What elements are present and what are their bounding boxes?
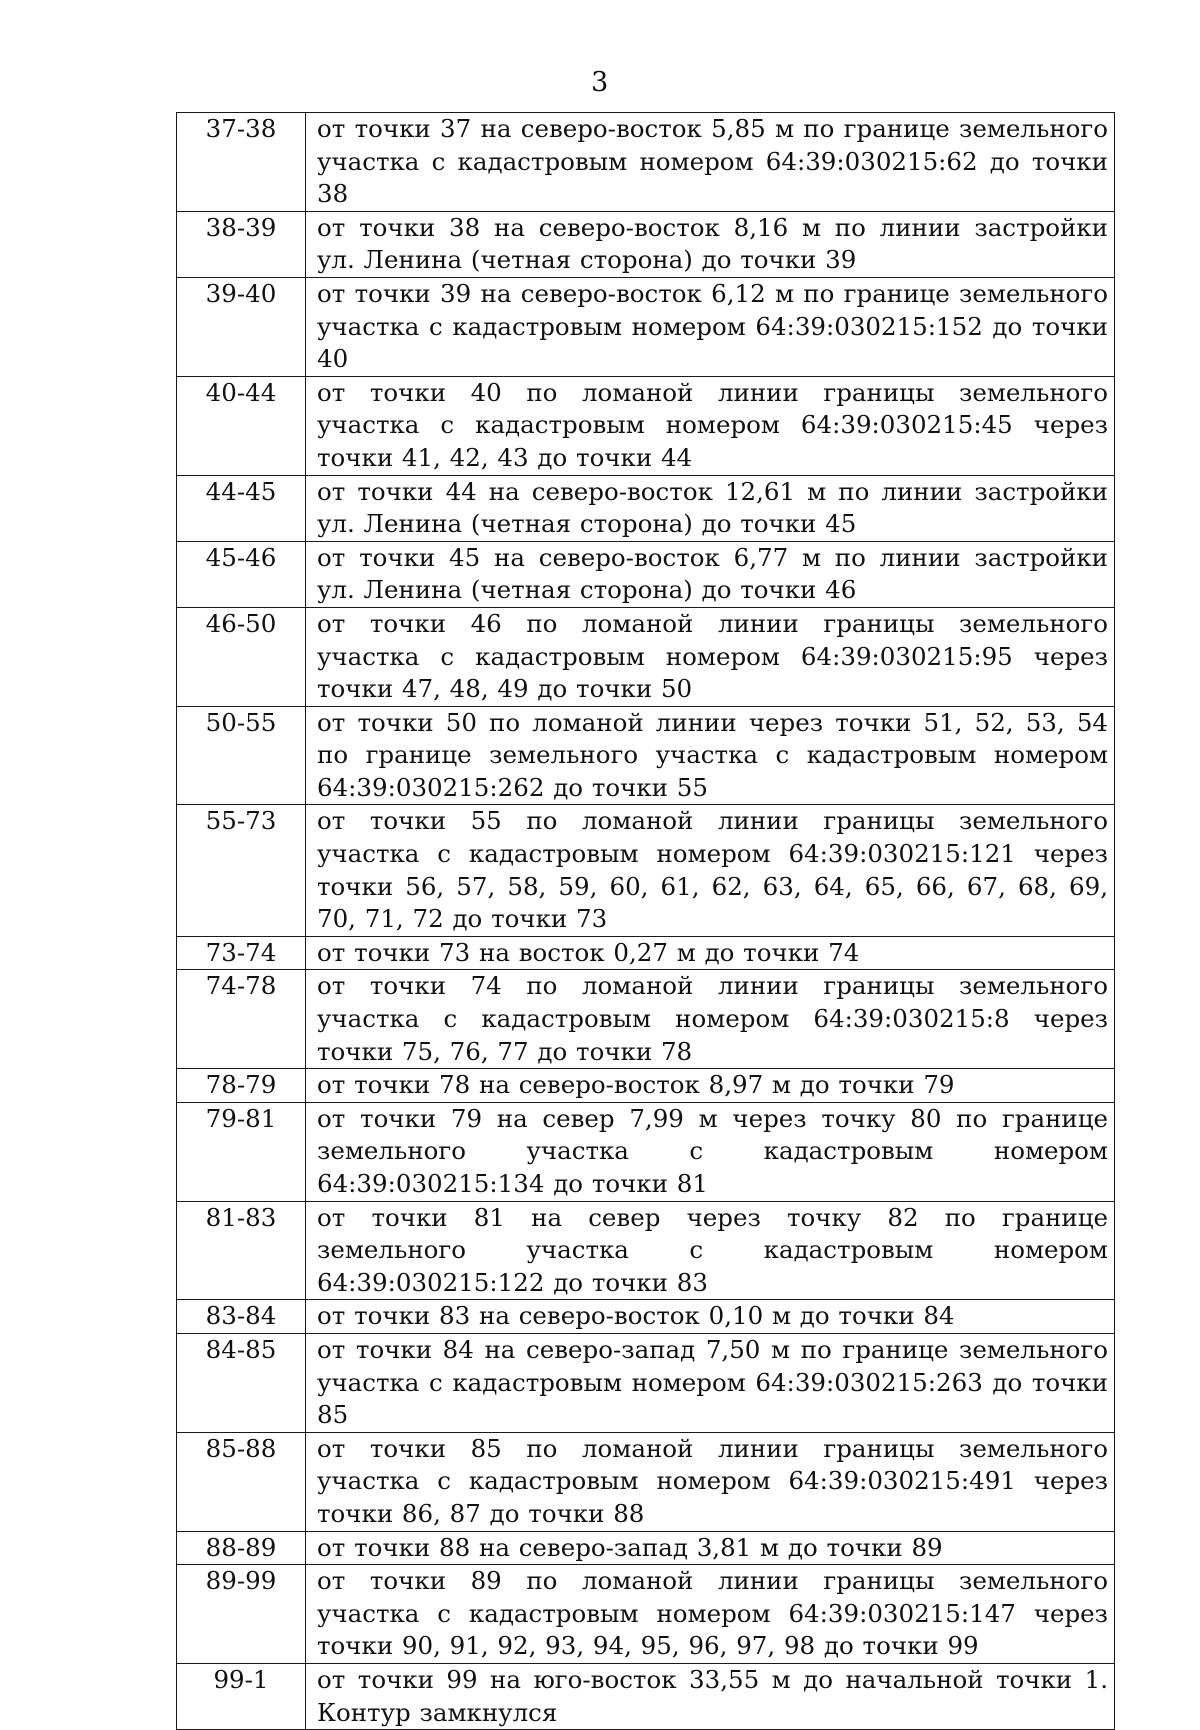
description-cell: от точки 38 на северо-восток 8,16 м по линии застройки ул. Ленина (четная сторона) до точки 39 xyxy=(306,211,1115,277)
description-cell: от точки 89 по ломаной линии границы земельного участка с кадастровым номером 64:39:030215:147 через точки 90, 91, 92, 93, 94, 95, 96, 97, 98 до точки 99 xyxy=(306,1565,1115,1664)
segment-cell: 73-74 xyxy=(177,936,306,970)
segment-cell: 81-83 xyxy=(177,1201,306,1300)
description-cell: от точки 73 на восток 0,27 м до точки 74 xyxy=(306,936,1115,970)
table-row xyxy=(177,277,1115,376)
table-row xyxy=(177,1201,1115,1300)
description-cell: от точки 79 на север 7,99 м через точку 80 по границе земельного участка с кадастровым номером 64:39:030215:134 до точки 81 xyxy=(306,1102,1115,1201)
description-cell: от точки 78 на северо-восток 8,97 м до точки 79 xyxy=(306,1069,1115,1103)
table-row xyxy=(177,1432,1115,1531)
segment-cell: 79-81 xyxy=(177,1102,306,1201)
table-row xyxy=(177,1565,1115,1664)
description-cell: от точки 85 по ломаной линии границы земельного участка с кадастровым номером 64:39:030215:491 через точки 86, 87 до точки 88 xyxy=(306,1432,1115,1531)
description-cell: от точки 84 на северо-запад 7,50 м по границе земельного участка с кадастровым номером 64:39:030215:263 до точки 85 xyxy=(306,1333,1115,1432)
description-cell: от точки 55 по ломаной линии границы земельного участка с кадастровым номером 64:39:030215:121 через точки 56, 57, 58, 59, 60, 61, 62, 63, 64, 65, 66, 67, 68, 69, 70, 71, 72 до точки 73 xyxy=(306,805,1115,936)
description-cell: от точки 46 по ломаной линии границы земельного участка с кадастровым номером 64:39:030215:95 через точки 47, 48, 49 до точки 50 xyxy=(306,607,1115,706)
table-row xyxy=(177,1300,1115,1334)
segment-cell: 38-39 xyxy=(177,211,306,277)
description-cell: от точки 37 на северо-восток 5,85 м по границе земельного участка с кадастровым номером 64:39:030215:62 до точки 38 xyxy=(306,113,1115,212)
segment-cell: 84-85 xyxy=(177,1333,306,1432)
segment-cell: 78-79 xyxy=(177,1069,306,1103)
segment-cell: 44-45 xyxy=(177,475,306,541)
table-row xyxy=(177,1531,1115,1565)
table-row xyxy=(177,211,1115,277)
description-cell: от точки 81 на север через точку 82 по границе земельного участка с кадастровым номером 64:39:030215:122 до точки 83 xyxy=(306,1201,1115,1300)
segment-cell: 83-84 xyxy=(177,1300,306,1334)
table-row xyxy=(177,970,1115,1069)
table-row xyxy=(177,1333,1115,1432)
segment-cell: 40-44 xyxy=(177,376,306,475)
segment-cell: 50-55 xyxy=(177,706,306,805)
segment-cell: 89-99 xyxy=(177,1565,306,1664)
segment-cell: 37-38 xyxy=(177,113,306,212)
table-row xyxy=(177,936,1115,970)
segment-cell: 74-78 xyxy=(177,970,306,1069)
table-row xyxy=(177,1102,1115,1201)
table-row xyxy=(177,1069,1115,1103)
description-cell: от точки 74 по ломаной линии границы земельного участка с кадастровым номером 64:39:030215:8 через точки 75, 76, 77 до точки 78 xyxy=(306,970,1115,1069)
table-row xyxy=(177,805,1115,936)
table-row xyxy=(177,475,1115,541)
description-cell: от точки 99 на юго-восток 33,55 м до начальной точки 1. Контур замкнулся xyxy=(306,1663,1115,1729)
description-cell: от точки 40 по ломаной линии границы земельного участка с кадастровым номером 64:39:030215:45 через точки 41, 42, 43 до точки 44 xyxy=(306,376,1115,475)
description-cell: от точки 83 на северо-восток 0,10 м до точки 84 xyxy=(306,1300,1115,1334)
segment-cell: 85-88 xyxy=(177,1432,306,1531)
segment-cell: 46-50 xyxy=(177,607,306,706)
page-number: 3 xyxy=(591,67,609,98)
description-cell: от точки 50 по ломаной линии через точки 51, 52, 53, 54 по границе земельного участка с кадастровым номером 64:39:030215:262 до точки 55 xyxy=(306,706,1115,805)
description-cell: от точки 44 на северо-восток 12,61 м по линии застройки ул. Ленина (четная сторона) до точки 45 xyxy=(306,475,1115,541)
table-row xyxy=(177,541,1115,607)
table-row xyxy=(177,607,1115,706)
table-row xyxy=(177,376,1115,475)
segment-cell: 45-46 xyxy=(177,541,306,607)
description-cell: от точки 88 на северо-запад 3,81 м до точки 89 xyxy=(306,1531,1115,1565)
segment-cell: 88-89 xyxy=(177,1531,306,1565)
segment-cell: 55-73 xyxy=(177,805,306,936)
segment-cell: 99-1 xyxy=(177,1663,306,1729)
table-row xyxy=(177,706,1115,805)
table-row xyxy=(177,113,1115,212)
description-cell: от точки 39 на северо-восток 6,12 м по границе земельного участка с кадастровым номером 64:39:030215:152 до точки 40 xyxy=(306,277,1115,376)
boundary-description-table xyxy=(176,112,1115,1730)
segment-cell: 39-40 xyxy=(177,277,306,376)
description-cell: от точки 45 на северо-восток 6,77 м по линии застройки ул. Ленина (четная сторона) до точки 46 xyxy=(306,541,1115,607)
